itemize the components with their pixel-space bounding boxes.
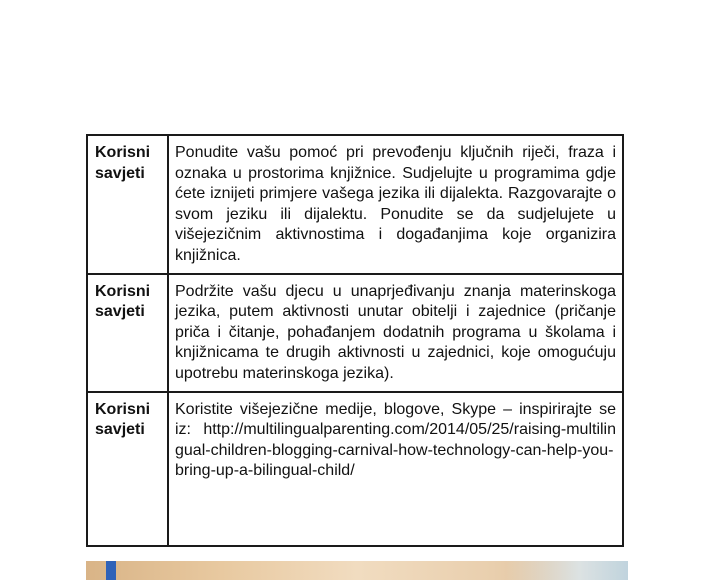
tip-text bbox=[168, 392, 623, 546]
photo-window-glare bbox=[506, 561, 628, 580]
photo-strip bbox=[86, 561, 628, 580]
tip-text: Ponudite vašu pomoć pri prevođenju ključnih riječi, fraza i oznaka u prostorima knjižnice. Sudjelujte u programima gdje ćete iznijeti primjere vašega jezika ili dijalekta. Razgovarajte o svom jeziku ili dijalektu. Ponudite se da sudjelujete u višejezičnim aktivnostima i događanjima koje organizira knjižnica. bbox=[168, 135, 623, 274]
tip-text-intro: Koristite višejezične medije, blogove, Skype – inspirirajte se iz: bbox=[175, 400, 616, 439]
tip-label-line1: Korisni bbox=[95, 400, 151, 418]
tip-row bbox=[87, 392, 623, 546]
tip-label-line2: savjeti bbox=[95, 164, 145, 182]
tip-label-line2: savjeti bbox=[95, 421, 145, 439]
tip-text: Podržite vašu djecu u unaprjeđivanju znanja materinskoga jezika, putem aktivnosti unutar obitelji i zajednice (pričanje priča i čitanje, pohađanjem dodatnih programa u školama i knjižnicama te drugih aktivnosti u zajednici, koje omogućuju upotrebu materinskoga jezika). bbox=[168, 274, 623, 392]
tip-label bbox=[87, 274, 168, 392]
tip-label bbox=[87, 392, 168, 546]
tip-label-line1: Korisni bbox=[95, 144, 151, 161]
tip-label bbox=[87, 135, 168, 274]
tip-label-line2: savjeti bbox=[95, 303, 145, 321]
photo-accent bbox=[106, 561, 116, 580]
tips-table bbox=[86, 134, 624, 547]
resource-url: http://multilingualparenting.com/2014/05/25/raising-multilingual-children-blogging-carnival-how-technology-can-help-you-bring-up-a-bilingual-child/ bbox=[175, 421, 616, 480]
tip-row bbox=[87, 274, 623, 392]
tip-row bbox=[87, 135, 623, 274]
tip-label-line1: Korisni bbox=[95, 282, 151, 300]
